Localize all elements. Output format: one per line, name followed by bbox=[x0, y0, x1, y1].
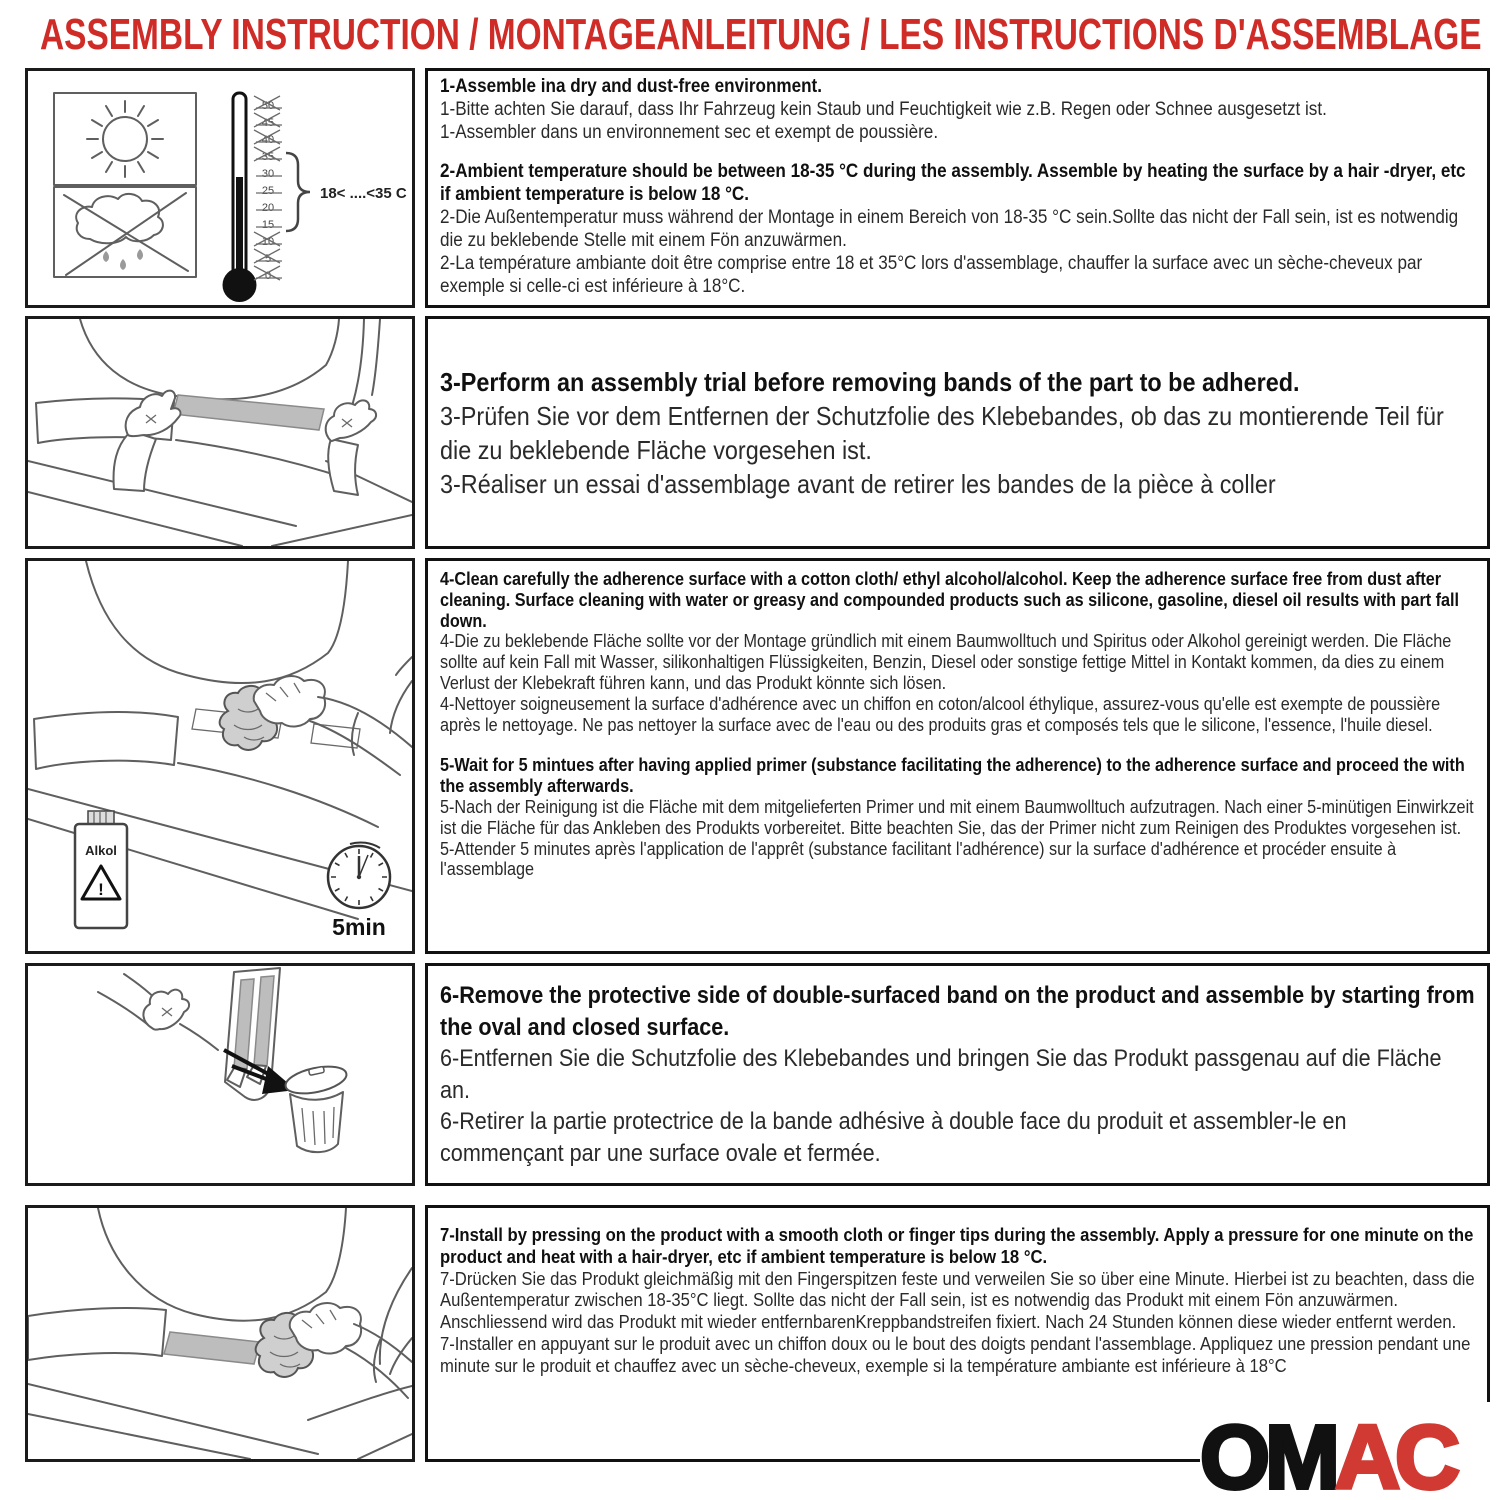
section-2-row bbox=[25, 316, 1490, 549]
svg-text:0: 0 bbox=[264, 270, 272, 282]
omac-logo bbox=[1200, 1402, 1492, 1498]
step3-fr: 3-Réaliser un essai d'assemblage avant de retirer les bandes de la pièce à coller bbox=[440, 468, 1276, 499]
paragraph-gap bbox=[440, 735, 1476, 755]
trial-fit-graphic bbox=[28, 319, 412, 546]
svg-text:15: 15 bbox=[261, 219, 275, 231]
step6-en: 6-Remove the protective side of double-surfaced band on the product and assemble by starting from the oval and closed surface. bbox=[440, 982, 1475, 1041]
step6-de: 6-Entfernen Sie die Schutzfolie des Klebebandes und bringen Sie das Produkt passgenau auf die Fläche an. bbox=[440, 1045, 1442, 1104]
sill-trim-strip bbox=[173, 395, 324, 430]
svg-text:25: 25 bbox=[261, 185, 275, 197]
section-3-text bbox=[425, 558, 1490, 954]
page-title: ASSEMBLY INSTRUCTION / MONTAGEANLEITUNG / LES INSTRUCTIONS D'ASSEMBLAGE bbox=[40, 10, 1482, 59]
svg-text:20: 20 bbox=[261, 202, 275, 214]
sill-panel bbox=[34, 712, 178, 769]
svg-text:50: 50 bbox=[261, 100, 275, 112]
step6-fr: 6-Retirer la partie protectrice de la bande adhésive à double face du produit et assembler-le en commençant par une surface ovale et fermée. bbox=[440, 1108, 1347, 1167]
svg-text:OMAC bbox=[1200, 1408, 1458, 1498]
logo-black-letters: OM bbox=[1200, 1408, 1335, 1498]
warning-exclamation: ! bbox=[98, 880, 104, 899]
bottle-label: Alkol bbox=[85, 843, 117, 858]
section-1-text bbox=[425, 68, 1490, 308]
step4-en: 4-Clean carefully the adherence surface with a cotton cloth/ ethyl alcohol/alcohol. Keep the adherence surface free from dust after cleaning. Surface cleaning with water or greasy and compounded products such as silicone, gasoline, diesel oil results with part fall down. bbox=[440, 569, 1460, 631]
clock-label: 5min bbox=[332, 914, 386, 940]
section-2-text bbox=[425, 316, 1490, 549]
paragraph-gap bbox=[440, 144, 1476, 160]
logo-red-letters: AC bbox=[1334, 1408, 1455, 1498]
section-3-row bbox=[25, 558, 1490, 954]
svg-text:30: 30 bbox=[261, 168, 275, 180]
section-4-row bbox=[25, 963, 1490, 1186]
step7-en: 7-Install by pressing on the product with a smooth cloth or finger tips during the assembly. Apply a pressure for one minute on the product and heat with a hair-dryer, etc if ambient temperature is below 18 °C. bbox=[440, 1224, 1474, 1267]
cleaning-graphic bbox=[28, 561, 412, 951]
step3-de: 3-Prüfen Sie vor dem Entfernen der Schutzfolie des Klebebandes, ob das zu montierende Teil für die zu beklebende Fläche vorgesehen ist. bbox=[440, 400, 1444, 465]
svg-text:10: 10 bbox=[261, 236, 275, 248]
illustration-environment bbox=[25, 68, 415, 308]
step1-fr: 1-Assembler dans un environnement sec et exempt de poussière. bbox=[440, 122, 939, 143]
svg-text:35: 35 bbox=[261, 151, 275, 163]
press-install-graphic bbox=[28, 1208, 412, 1459]
illustration-peel-band bbox=[25, 963, 415, 1186]
step7-fr: 7-Installer en appuyant sur le produit avec un chiffon doux ou le bout des doigts pendant l'assemblage. Appliquez une pression pendant une minute sur le produit et chauffez avec un sèche-cheveux, exemple si la température ambiante est inférieure à 18°C bbox=[440, 1332, 1471, 1376]
step5-fr: 5-Attender 5 minutes après l'application de l'apprêt (substance facilitant l'adhérence) sur la surface d'adhérence et procéder ensuite à l'assemblage bbox=[440, 838, 1397, 880]
peeling-hand-icon bbox=[98, 974, 218, 1050]
illustration-trial-fit bbox=[25, 316, 415, 549]
step7-de: 7-Drücken Sie das Produkt gleichmäßig mit den Fingerspitzen feste und verweilen Sie so über eine Minute. Hierbei ist zu beachten, dass die Außentemperatur zwischen 18-35°C liegt. Sollte das nicht der Fall sein, ist es notwendig das Produkt mit einem Fön anzuwärmen. Anschliessend wird das Produkt mit wieder entfernbarenKreppbandstreifen fixiert. Nach 24 Stunden können diese wieder entfernt werden. bbox=[440, 1267, 1475, 1333]
installed-trim-strip bbox=[164, 1332, 260, 1364]
svg-text:40: 40 bbox=[261, 134, 275, 146]
range-brace bbox=[286, 153, 310, 231]
omac-logo-graphic bbox=[1200, 1402, 1492, 1498]
environment-graphic bbox=[28, 71, 412, 305]
step2-en: 2-Ambient temperature should be between 18-35 °C during the assembly. Assemble by heating the surface by a hair -dryer, etc if ambient temperature is below 18 °C. bbox=[440, 161, 1466, 205]
step1-en: 1-Assemble ina dry and dust-free environment. bbox=[440, 76, 823, 97]
svg-text:45: 45 bbox=[261, 117, 275, 129]
temp-range-label: 18< ....<35 C bbox=[320, 185, 407, 202]
section-1-row bbox=[25, 68, 1490, 308]
sill-panel bbox=[28, 1308, 166, 1360]
trash-bin-icon bbox=[283, 1062, 349, 1152]
section-4-text bbox=[425, 963, 1490, 1186]
step5-de: 5-Nach der Reinigung ist die Fläche mit dem mitgelieferten Primer und mit einem Baumwolltuch aufzutragen. Nach einer 5-minütigen Einwirkzeit ist die Fläche für das Ankleben des Produkts vorbereitet. Bitte beachten Sie, das der Primer nicht zum Reinigen des Produktes vorgesehen ist. bbox=[440, 796, 1474, 838]
thermometer-icon bbox=[223, 93, 257, 302]
step3-en: 3-Perform an assembly trial before removing bands of the part to be adhered. bbox=[440, 366, 1300, 397]
clock-icon bbox=[328, 842, 390, 940]
svg-text:5: 5 bbox=[264, 253, 272, 265]
peel-band-graphic bbox=[28, 966, 412, 1183]
alcohol-bottle-icon bbox=[75, 811, 127, 928]
illustration-cleaning bbox=[25, 558, 415, 954]
illustration-press-install bbox=[25, 1205, 415, 1462]
pressing-hand-icon bbox=[290, 1303, 412, 1398]
step4-fr: 4-Nettoyer soigneusement la surface d'adhérence avec un chiffon en coton/alcool éthylique, assurez-vous qu'elle est exempte de poussière après le nettoyage. Ne pas nettoyer la surface avec de l'eau ou des produits gras et composés tels que le silicone, l'essence, l'huile diesel. bbox=[440, 693, 1441, 735]
step2-fr: 2-La température ambiante doit être comprise entre 18 et 35°C lors d'assemblage, chauffer la surface avec un sèche-cheveux par exemple si celle-ci est inférieure à 18°C. bbox=[440, 253, 1423, 297]
step4-de: 4-Die zu beklebende Fläche sollte vor der Montage gründlich mit einem Baumwolltuch und Spiritus oder Alkohol gereinigt werden. Die Fläche sollte auf kein Fall mit Wasser, silikonhaltigen Flüssigkeiten, Benzin, Diesel oder sonstige fettige Mittel in Kontakt kommen, da dies zu einem Verlust der Klebekraft führen kann, und das Produkt könnte sich lösen. bbox=[440, 631, 1452, 693]
step2-de: 2-Die Außentemperatur muss während der Montage in einem Bereich von 18-35 °C sein.Sollte das nicht der Fall sein, ist es notwendig die zu beklebende Stelle mit einem Fön anzuwärmen. bbox=[440, 207, 1459, 251]
step5-en: 5-Wait for 5 mintues after having applied primer (substance facilitating the adherence) to the adherence surface and proceed the with the assembly afterwards. bbox=[440, 755, 1465, 797]
step1-de: 1-Bitte achten Sie darauf, dass Ihr Fahrzeug kein Staub und Feuchtigkeit wie z.B. Regen oder Schnee ausgesetzt ist. bbox=[440, 99, 1327, 120]
